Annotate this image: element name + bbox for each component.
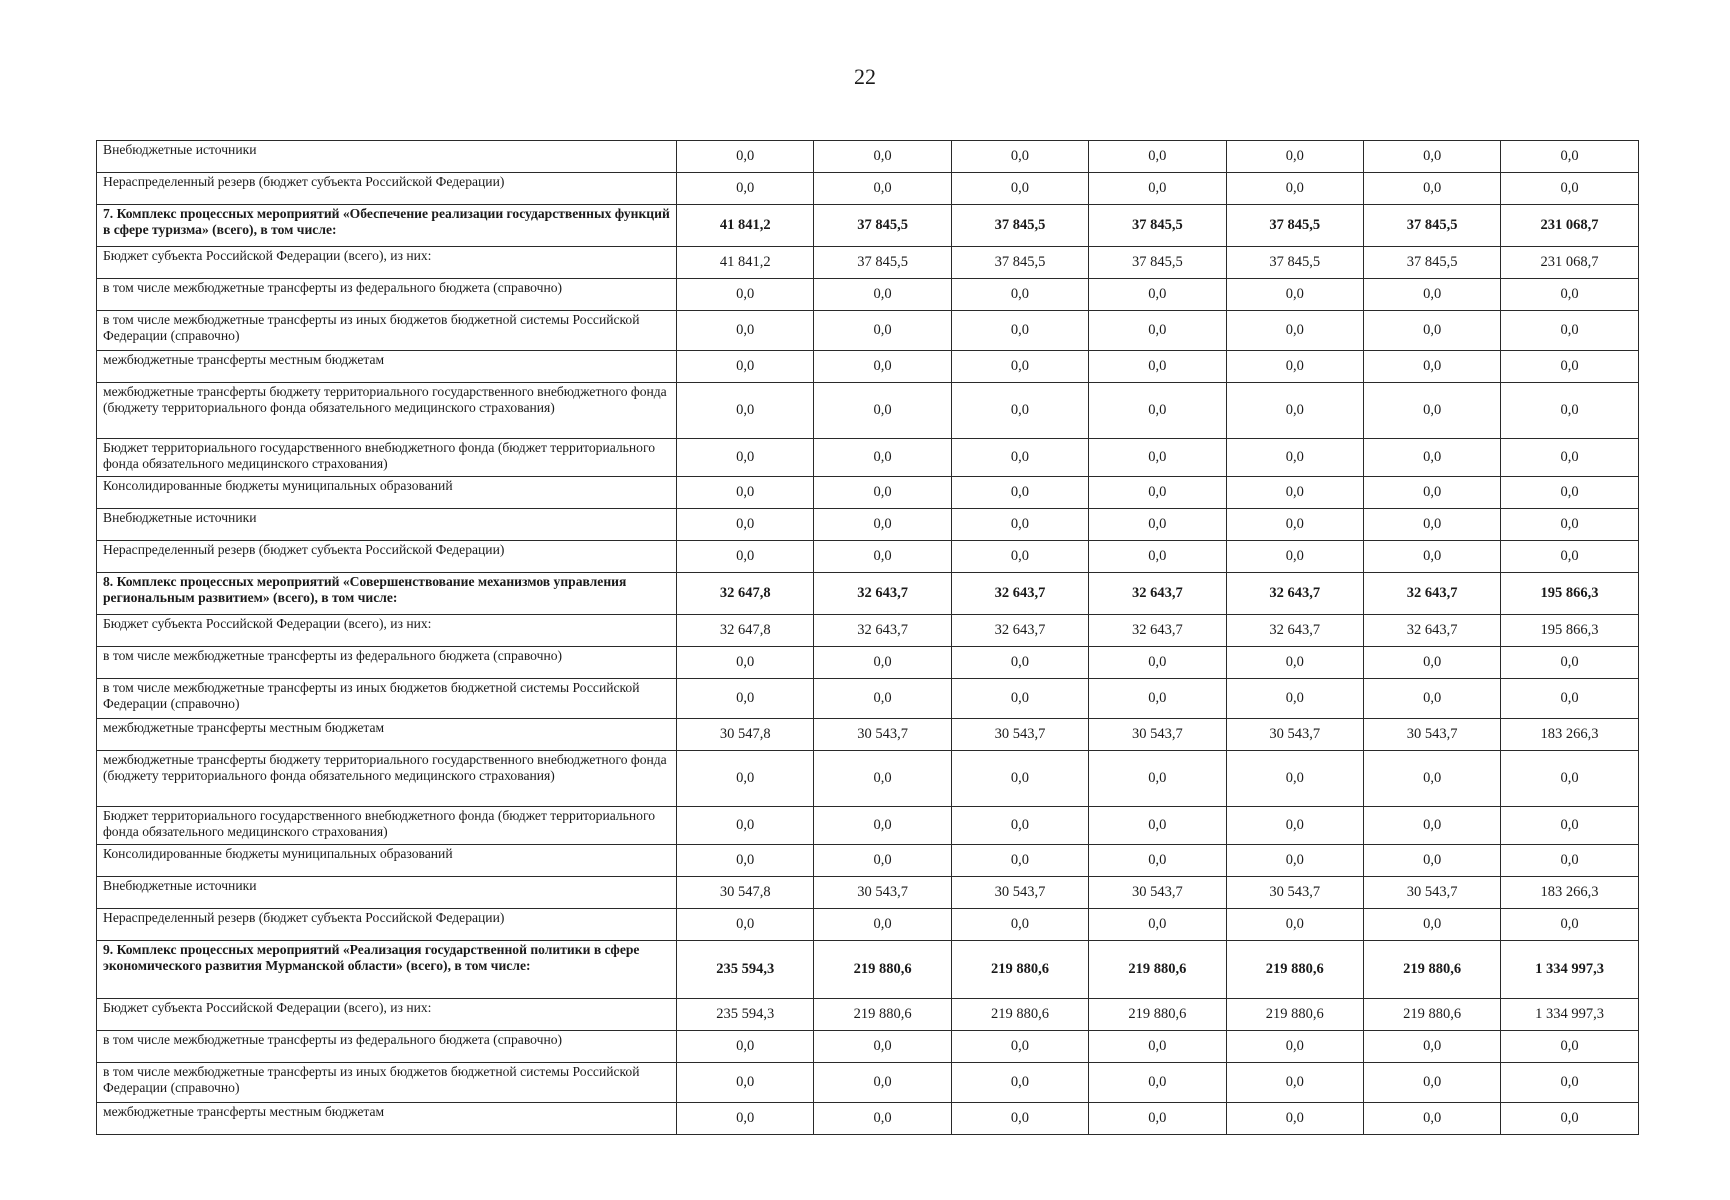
year-value-cell: 219 880,6 bbox=[1089, 941, 1226, 999]
year-value-cell: 0,0 bbox=[814, 647, 951, 679]
total-value-cell: 0,0 bbox=[1501, 845, 1638, 877]
table-row bbox=[97, 173, 1639, 205]
year-value-cell: 0,0 bbox=[1226, 751, 1363, 807]
table-row bbox=[97, 1063, 1639, 1103]
year-value-cell: 30 543,7 bbox=[1089, 877, 1226, 909]
section-row bbox=[97, 205, 1639, 247]
year-value-cell: 32 643,7 bbox=[1226, 573, 1363, 615]
year-value-cell: 0,0 bbox=[1226, 845, 1363, 877]
year-value-cell: 0,0 bbox=[951, 439, 1088, 477]
year-value-cell: 0,0 bbox=[677, 909, 814, 941]
row-label: Внебюджетные источники bbox=[97, 877, 677, 909]
row-label: в том числе межбюджетные трансферты из иных бюджетов бюджетной системы Российской Федерации (справочно) bbox=[97, 679, 677, 719]
row-label: межбюджетные трансферты местным бюджетам bbox=[97, 719, 677, 751]
row-label: в том числе межбюджетные трансферты из иных бюджетов бюджетной системы Российской Федерации (справочно) bbox=[97, 311, 677, 351]
year-value-cell: 0,0 bbox=[1363, 477, 1500, 509]
year-value-cell: 0,0 bbox=[1226, 439, 1363, 477]
year-value-cell: 0,0 bbox=[814, 351, 951, 383]
year-value-cell: 0,0 bbox=[1363, 509, 1500, 541]
table-row bbox=[97, 615, 1639, 647]
year-value-cell: 32 643,7 bbox=[1363, 573, 1500, 615]
total-value-cell: 183 266,3 bbox=[1501, 719, 1638, 751]
year-value-cell: 0,0 bbox=[1363, 141, 1500, 173]
total-value-cell: 195 866,3 bbox=[1501, 615, 1638, 647]
year-value-cell: 0,0 bbox=[677, 751, 814, 807]
year-value-cell: 0,0 bbox=[1363, 909, 1500, 941]
table-row bbox=[97, 383, 1639, 439]
year-value-cell: 41 841,2 bbox=[677, 247, 814, 279]
year-value-cell: 37 845,5 bbox=[1089, 205, 1226, 247]
table-row bbox=[97, 845, 1639, 877]
row-label: межбюджетные трансферты бюджету территориального государственного внебюджетного фонда (бюджету территориального фонда обязательного медицинского страхования) bbox=[97, 751, 677, 807]
year-value-cell: 37 845,5 bbox=[1089, 247, 1226, 279]
year-value-cell: 0,0 bbox=[951, 477, 1088, 509]
year-value-cell: 235 594,3 bbox=[677, 941, 814, 999]
table-row bbox=[97, 279, 1639, 311]
year-value-cell: 30 547,8 bbox=[677, 877, 814, 909]
year-value-cell: 0,0 bbox=[951, 807, 1088, 845]
table-row bbox=[97, 439, 1639, 477]
year-value-cell: 0,0 bbox=[814, 509, 951, 541]
table-row bbox=[97, 909, 1639, 941]
total-value-cell: 0,0 bbox=[1501, 311, 1638, 351]
year-value-cell: 0,0 bbox=[814, 383, 951, 439]
table-row bbox=[97, 541, 1639, 573]
year-value-cell: 0,0 bbox=[951, 909, 1088, 941]
year-value-cell: 0,0 bbox=[1089, 509, 1226, 541]
year-value-cell: 0,0 bbox=[1363, 845, 1500, 877]
year-value-cell: 0,0 bbox=[1363, 807, 1500, 845]
total-value-cell: 0,0 bbox=[1501, 477, 1638, 509]
total-value-cell: 0,0 bbox=[1501, 279, 1638, 311]
year-value-cell: 0,0 bbox=[814, 311, 951, 351]
year-value-cell: 0,0 bbox=[1089, 845, 1226, 877]
year-value-cell: 0,0 bbox=[1226, 807, 1363, 845]
row-label: Бюджет субъекта Российской Федерации (всего), из них: bbox=[97, 615, 677, 647]
total-value-cell: 183 266,3 bbox=[1501, 877, 1638, 909]
year-value-cell: 0,0 bbox=[1089, 679, 1226, 719]
year-value-cell: 0,0 bbox=[1226, 279, 1363, 311]
year-value-cell: 0,0 bbox=[1089, 1031, 1226, 1063]
year-value-cell: 30 543,7 bbox=[1363, 719, 1500, 751]
row-label: межбюджетные трансферты местным бюджетам bbox=[97, 1103, 677, 1135]
budget-table bbox=[96, 140, 1639, 1135]
total-value-cell: 0,0 bbox=[1501, 351, 1638, 383]
total-value-cell: 0,0 bbox=[1501, 541, 1638, 573]
year-value-cell: 0,0 bbox=[677, 1031, 814, 1063]
year-value-cell: 32 643,7 bbox=[1226, 615, 1363, 647]
year-value-cell: 0,0 bbox=[1089, 751, 1226, 807]
year-value-cell: 0,0 bbox=[1363, 439, 1500, 477]
year-value-cell: 0,0 bbox=[814, 845, 951, 877]
year-value-cell: 37 845,5 bbox=[1226, 247, 1363, 279]
year-value-cell: 0,0 bbox=[1089, 807, 1226, 845]
year-value-cell: 0,0 bbox=[1363, 279, 1500, 311]
year-value-cell: 0,0 bbox=[677, 541, 814, 573]
table-row bbox=[97, 999, 1639, 1031]
year-value-cell: 0,0 bbox=[1363, 1103, 1500, 1135]
row-label: Внебюджетные источники bbox=[97, 141, 677, 173]
year-value-cell: 0,0 bbox=[1226, 141, 1363, 173]
table-row bbox=[97, 807, 1639, 845]
year-value-cell: 0,0 bbox=[951, 173, 1088, 205]
year-value-cell: 30 543,7 bbox=[1363, 877, 1500, 909]
row-label: Бюджет субъекта Российской Федерации (всего), из них: bbox=[97, 247, 677, 279]
table-row bbox=[97, 247, 1639, 279]
total-value-cell: 0,0 bbox=[1501, 647, 1638, 679]
year-value-cell: 0,0 bbox=[814, 1063, 951, 1103]
table-row bbox=[97, 719, 1639, 751]
year-value-cell: 0,0 bbox=[951, 1103, 1088, 1135]
year-value-cell: 219 880,6 bbox=[814, 941, 951, 999]
total-value-cell: 0,0 bbox=[1501, 751, 1638, 807]
row-label: Консолидированные бюджеты муниципальных образований bbox=[97, 477, 677, 509]
total-value-cell: 0,0 bbox=[1501, 909, 1638, 941]
year-value-cell: 0,0 bbox=[677, 1103, 814, 1135]
row-label: межбюджетные трансферты местным бюджетам bbox=[97, 351, 677, 383]
year-value-cell: 0,0 bbox=[814, 477, 951, 509]
row-label: 7. Комплекс процессных мероприятий «Обеспечение реализации государственных функций в сфере туризма» (всего), в том числе: bbox=[97, 205, 677, 247]
year-value-cell: 0,0 bbox=[1363, 751, 1500, 807]
year-value-cell: 0,0 bbox=[951, 541, 1088, 573]
year-value-cell: 32 643,7 bbox=[814, 573, 951, 615]
row-label: Бюджет территориального государственного внебюджетного фонда (бюджет территориального фонда обязательного медицинского страхования) bbox=[97, 439, 677, 477]
year-value-cell: 235 594,3 bbox=[677, 999, 814, 1031]
year-value-cell: 0,0 bbox=[1363, 541, 1500, 573]
year-value-cell: 0,0 bbox=[677, 647, 814, 679]
row-label: Внебюджетные источники bbox=[97, 509, 677, 541]
row-label: в том числе межбюджетные трансферты из федерального бюджета (справочно) bbox=[97, 279, 677, 311]
table-row bbox=[97, 647, 1639, 679]
year-value-cell: 37 845,5 bbox=[1226, 205, 1363, 247]
year-value-cell: 0,0 bbox=[1226, 351, 1363, 383]
section-row bbox=[97, 573, 1639, 615]
year-value-cell: 219 880,6 bbox=[1226, 941, 1363, 999]
table-row bbox=[97, 509, 1639, 541]
year-value-cell: 0,0 bbox=[951, 647, 1088, 679]
year-value-cell: 37 845,5 bbox=[814, 205, 951, 247]
year-value-cell: 37 845,5 bbox=[1363, 205, 1500, 247]
row-label: 9. Комплекс процессных мероприятий «Реализация государственной политики в сфере экономического развития Мурманской области» (всего), в том числе: bbox=[97, 941, 677, 999]
year-value-cell: 0,0 bbox=[677, 807, 814, 845]
year-value-cell: 0,0 bbox=[814, 439, 951, 477]
year-value-cell: 0,0 bbox=[1089, 383, 1226, 439]
year-value-cell: 0,0 bbox=[1363, 173, 1500, 205]
year-value-cell: 30 543,7 bbox=[951, 719, 1088, 751]
year-value-cell: 0,0 bbox=[1226, 1103, 1363, 1135]
year-value-cell: 0,0 bbox=[1089, 1103, 1226, 1135]
year-value-cell: 30 543,7 bbox=[814, 719, 951, 751]
year-value-cell: 0,0 bbox=[1089, 477, 1226, 509]
year-value-cell: 0,0 bbox=[677, 679, 814, 719]
row-label: в том числе межбюджетные трансферты из иных бюджетов бюджетной системы Российской Федерации (справочно) bbox=[97, 1063, 677, 1103]
total-value-cell: 195 866,3 bbox=[1501, 573, 1638, 615]
year-value-cell: 0,0 bbox=[814, 807, 951, 845]
year-value-cell: 0,0 bbox=[951, 1063, 1088, 1103]
year-value-cell: 0,0 bbox=[951, 1031, 1088, 1063]
year-value-cell: 32 643,7 bbox=[1089, 573, 1226, 615]
year-value-cell: 0,0 bbox=[1226, 541, 1363, 573]
year-value-cell: 0,0 bbox=[1363, 383, 1500, 439]
year-value-cell: 0,0 bbox=[951, 383, 1088, 439]
year-value-cell: 0,0 bbox=[677, 1063, 814, 1103]
total-value-cell: 1 334 997,3 bbox=[1501, 999, 1638, 1031]
total-value-cell: 0,0 bbox=[1501, 807, 1638, 845]
row-label: Нераспределенный резерв (бюджет субъекта Российской Федерации) bbox=[97, 541, 677, 573]
table-row bbox=[97, 1031, 1639, 1063]
year-value-cell: 32 647,8 bbox=[677, 615, 814, 647]
year-value-cell: 0,0 bbox=[951, 351, 1088, 383]
year-value-cell: 0,0 bbox=[1363, 1031, 1500, 1063]
year-value-cell: 0,0 bbox=[1226, 173, 1363, 205]
year-value-cell: 0,0 bbox=[814, 173, 951, 205]
year-value-cell: 0,0 bbox=[677, 311, 814, 351]
year-value-cell: 0,0 bbox=[1226, 311, 1363, 351]
total-value-cell: 231 068,7 bbox=[1501, 205, 1638, 247]
year-value-cell: 32 647,8 bbox=[677, 573, 814, 615]
row-label: в том числе межбюджетные трансферты из федерального бюджета (справочно) bbox=[97, 647, 677, 679]
year-value-cell: 219 880,6 bbox=[1363, 941, 1500, 999]
year-value-cell: 0,0 bbox=[1089, 909, 1226, 941]
year-value-cell: 0,0 bbox=[677, 509, 814, 541]
year-value-cell: 219 880,6 bbox=[1226, 999, 1363, 1031]
year-value-cell: 0,0 bbox=[1089, 541, 1226, 573]
year-value-cell: 0,0 bbox=[1226, 679, 1363, 719]
year-value-cell: 0,0 bbox=[951, 279, 1088, 311]
table-row bbox=[97, 477, 1639, 509]
year-value-cell: 0,0 bbox=[951, 751, 1088, 807]
year-value-cell: 0,0 bbox=[814, 909, 951, 941]
year-value-cell: 32 643,7 bbox=[951, 615, 1088, 647]
year-value-cell: 0,0 bbox=[951, 311, 1088, 351]
year-value-cell: 0,0 bbox=[1089, 279, 1226, 311]
row-label: Бюджет территориального государственного внебюджетного фонда (бюджет территориального фонда обязательного медицинского страхования) bbox=[97, 807, 677, 845]
year-value-cell: 0,0 bbox=[677, 477, 814, 509]
year-value-cell: 0,0 bbox=[1226, 1031, 1363, 1063]
year-value-cell: 0,0 bbox=[1363, 1063, 1500, 1103]
year-value-cell: 0,0 bbox=[677, 383, 814, 439]
year-value-cell: 32 643,7 bbox=[814, 615, 951, 647]
year-value-cell: 37 845,5 bbox=[951, 205, 1088, 247]
year-value-cell: 0,0 bbox=[1226, 647, 1363, 679]
year-value-cell: 0,0 bbox=[1089, 1063, 1226, 1103]
year-value-cell: 0,0 bbox=[814, 679, 951, 719]
row-label: межбюджетные трансферты бюджету территориального государственного внебюджетного фонда (бюджету территориального фонда обязательного медицинского страхования) bbox=[97, 383, 677, 439]
year-value-cell: 0,0 bbox=[814, 541, 951, 573]
table-row bbox=[97, 679, 1639, 719]
year-value-cell: 0,0 bbox=[814, 1031, 951, 1063]
year-value-cell: 0,0 bbox=[1089, 311, 1226, 351]
year-value-cell: 32 643,7 bbox=[1363, 615, 1500, 647]
year-value-cell: 30 543,7 bbox=[814, 877, 951, 909]
total-value-cell: 0,0 bbox=[1501, 141, 1638, 173]
year-value-cell: 0,0 bbox=[1226, 509, 1363, 541]
total-value-cell: 0,0 bbox=[1501, 439, 1638, 477]
table-row bbox=[97, 141, 1639, 173]
year-value-cell: 0,0 bbox=[1089, 141, 1226, 173]
year-value-cell: 0,0 bbox=[814, 279, 951, 311]
year-value-cell: 0,0 bbox=[1363, 647, 1500, 679]
year-value-cell: 0,0 bbox=[677, 279, 814, 311]
year-value-cell: 0,0 bbox=[814, 1103, 951, 1135]
year-value-cell: 0,0 bbox=[1226, 909, 1363, 941]
year-value-cell: 219 880,6 bbox=[951, 941, 1088, 999]
row-label: Бюджет субъекта Российской Федерации (всего), из них: bbox=[97, 999, 677, 1031]
year-value-cell: 41 841,2 bbox=[677, 205, 814, 247]
year-value-cell: 37 845,5 bbox=[814, 247, 951, 279]
year-value-cell: 0,0 bbox=[1089, 439, 1226, 477]
year-value-cell: 37 845,5 bbox=[1363, 247, 1500, 279]
year-value-cell: 219 880,6 bbox=[1363, 999, 1500, 1031]
table-row bbox=[97, 311, 1639, 351]
year-value-cell: 30 543,7 bbox=[1089, 719, 1226, 751]
year-value-cell: 37 845,5 bbox=[951, 247, 1088, 279]
year-value-cell: 0,0 bbox=[1226, 1063, 1363, 1103]
year-value-cell: 0,0 bbox=[677, 351, 814, 383]
section-row bbox=[97, 941, 1639, 999]
year-value-cell: 0,0 bbox=[1089, 647, 1226, 679]
page-number: 22 bbox=[854, 64, 876, 89]
year-value-cell: 0,0 bbox=[814, 751, 951, 807]
table-body bbox=[97, 141, 1639, 1135]
year-value-cell: 0,0 bbox=[951, 141, 1088, 173]
year-value-cell: 30 547,8 bbox=[677, 719, 814, 751]
year-value-cell: 0,0 bbox=[1363, 679, 1500, 719]
row-label: 8. Комплекс процессных мероприятий «Совершенствование механизмов управления региональным развитием» (всего), в том числе: bbox=[97, 573, 677, 615]
year-value-cell: 219 880,6 bbox=[814, 999, 951, 1031]
row-label: Консолидированные бюджеты муниципальных образований bbox=[97, 845, 677, 877]
year-value-cell: 219 880,6 bbox=[1089, 999, 1226, 1031]
table-row bbox=[97, 351, 1639, 383]
year-value-cell: 30 543,7 bbox=[1226, 719, 1363, 751]
year-value-cell: 0,0 bbox=[677, 439, 814, 477]
total-value-cell: 0,0 bbox=[1501, 1031, 1638, 1063]
total-value-cell: 0,0 bbox=[1501, 509, 1638, 541]
total-value-cell: 0,0 bbox=[1501, 1063, 1638, 1103]
year-value-cell: 0,0 bbox=[1226, 477, 1363, 509]
year-value-cell: 30 543,7 bbox=[1226, 877, 1363, 909]
table-row bbox=[97, 751, 1639, 807]
year-value-cell: 0,0 bbox=[1363, 351, 1500, 383]
row-label: Нераспределенный резерв (бюджет субъекта Российской Федерации) bbox=[97, 909, 677, 941]
year-value-cell: 0,0 bbox=[951, 845, 1088, 877]
year-value-cell: 0,0 bbox=[677, 173, 814, 205]
year-value-cell: 0,0 bbox=[1226, 383, 1363, 439]
year-value-cell: 30 543,7 bbox=[951, 877, 1088, 909]
year-value-cell: 0,0 bbox=[1363, 311, 1500, 351]
year-value-cell: 32 643,7 bbox=[951, 573, 1088, 615]
year-value-cell: 32 643,7 bbox=[1089, 615, 1226, 647]
total-value-cell: 1 334 997,3 bbox=[1501, 941, 1638, 999]
year-value-cell: 0,0 bbox=[814, 141, 951, 173]
total-value-cell: 0,0 bbox=[1501, 679, 1638, 719]
year-value-cell: 0,0 bbox=[951, 509, 1088, 541]
row-label: в том числе межбюджетные трансферты из федерального бюджета (справочно) bbox=[97, 1031, 677, 1063]
total-value-cell: 0,0 bbox=[1501, 173, 1638, 205]
year-value-cell: 219 880,6 bbox=[951, 999, 1088, 1031]
year-value-cell: 0,0 bbox=[1089, 351, 1226, 383]
year-value-cell: 0,0 bbox=[677, 141, 814, 173]
year-value-cell: 0,0 bbox=[1089, 173, 1226, 205]
total-value-cell: 231 068,7 bbox=[1501, 247, 1638, 279]
total-value-cell: 0,0 bbox=[1501, 383, 1638, 439]
row-label: Нераспределенный резерв (бюджет субъекта Российской Федерации) bbox=[97, 173, 677, 205]
year-value-cell: 0,0 bbox=[951, 679, 1088, 719]
year-value-cell: 0,0 bbox=[677, 845, 814, 877]
table-row bbox=[97, 877, 1639, 909]
table-row bbox=[97, 1103, 1639, 1135]
total-value-cell: 0,0 bbox=[1501, 1103, 1638, 1135]
